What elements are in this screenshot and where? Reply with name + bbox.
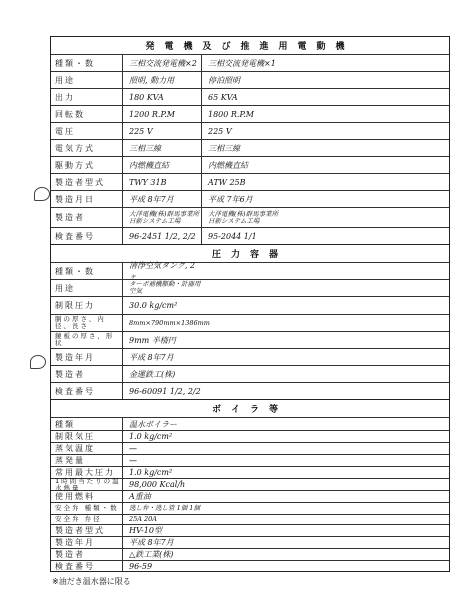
value-col-1: 平成 8年7月	[129, 538, 174, 547]
table-row	[51, 315, 449, 332]
table-row	[51, 208, 449, 228]
equipment-form	[50, 36, 450, 572]
table-row	[51, 561, 449, 572]
value-col-2: 平成 7年6月	[201, 191, 281, 207]
row-label: 製造月日	[51, 191, 123, 207]
table-row	[51, 106, 449, 123]
footnote: ※油だき温水器に限る	[52, 577, 131, 586]
table-row	[51, 383, 449, 400]
value-col-1: —	[129, 456, 137, 465]
row-label: 製造者	[51, 208, 123, 227]
row-label: 製造者型式	[51, 174, 123, 190]
value-col-2: ATW 25B	[201, 174, 281, 190]
value-col-1: 96-60091 1/2, 2/2	[129, 386, 201, 396]
value-col-2: 内燃機直結	[201, 157, 281, 173]
value-col-2: 225 V	[201, 123, 281, 139]
value-col-1: 温水ボイラー	[129, 419, 177, 429]
value-col-1: 96-2451 1/2, 2/2	[129, 231, 196, 241]
table-row	[51, 476, 449, 492]
table-row	[51, 72, 449, 89]
value-col-1: △鉄工業(株)	[129, 550, 174, 559]
value-col-1: 225 V	[129, 126, 153, 136]
value-col-1: 逃し弁・逃し管 1個 1個	[129, 504, 200, 512]
row-label: 駆動方式	[51, 157, 123, 173]
table-row	[51, 280, 449, 297]
row-label: 製造者	[51, 366, 123, 382]
table-row	[51, 537, 449, 549]
table-row	[51, 418, 449, 431]
value-col-1: 金運鉄工(株)	[129, 369, 176, 379]
table-row	[51, 431, 449, 443]
table-row	[51, 525, 449, 537]
value-col-2: 95-2044 1/1	[201, 228, 281, 244]
section-generators-title: 発電機及び推進用電動機	[145, 42, 355, 52]
value-col-1: 1.0 kg/cm²	[129, 432, 173, 441]
table-row	[51, 191, 449, 208]
row-label: 回転数	[51, 106, 123, 122]
row-label: 種類	[51, 418, 123, 430]
row-label: 検査番号	[51, 383, 123, 399]
section-boiler-title: ボイラ等	[211, 405, 288, 415]
row-label: 検査番号	[51, 228, 123, 244]
row-label: 種類・数	[51, 263, 123, 279]
section-pressure-header	[51, 245, 449, 263]
table-row	[51, 332, 449, 349]
table-row	[51, 455, 449, 467]
row-label: 蒸気温度	[51, 443, 123, 454]
table-row	[51, 549, 449, 561]
table-row	[51, 228, 449, 245]
value-col-1: —	[129, 444, 137, 453]
row-label: 蒸発量	[51, 455, 123, 466]
value-col-1: 三相交流発電機×2	[129, 58, 197, 68]
table-row	[51, 443, 449, 455]
section-pressure-title: 圧力容器	[211, 250, 288, 260]
value-col-1: 三相三線	[129, 143, 161, 153]
table-row	[51, 263, 449, 280]
table-row	[51, 297, 449, 315]
table-row	[51, 89, 449, 106]
row-label: 制限圧力	[51, 297, 123, 314]
value-col-1: 30.0 kg/cm²	[129, 301, 178, 310]
value-col-1: 照明, 動力用	[129, 75, 175, 85]
value-col-1: 96-59	[129, 562, 153, 571]
punch-hole-mark	[34, 187, 50, 201]
table-row	[51, 503, 449, 515]
row-label: 用途	[51, 280, 123, 296]
punch-hole-mark	[30, 355, 46, 369]
value-col-1: 大洋電機(株)群馬事業所 日新システム工場	[129, 209, 200, 225]
row-label: 安全弁 種類・数	[51, 503, 123, 514]
table-row	[51, 515, 449, 525]
row-label: 1時間当たりの温水熱量	[51, 479, 123, 490]
value-col-1: 1200 R.P.M	[129, 109, 175, 119]
table-row	[51, 140, 449, 157]
row-label: 鏡板の厚さ、形状	[51, 332, 123, 348]
row-label: 用途	[51, 72, 123, 88]
value-col-1: 9mm 半楕円	[129, 335, 176, 345]
row-label: 種類・数	[51, 55, 123, 71]
row-label: 電圧	[51, 123, 123, 139]
row-label: 使用燃料	[51, 491, 123, 502]
value-col-2: 1800 R.P.M	[201, 106, 281, 122]
section-generators-header	[51, 37, 449, 55]
value-col-2: 停泊照明	[201, 72, 281, 88]
value-col-1: ターボ補機駆動・計器用空気	[129, 280, 201, 295]
value-col-2: 三相三線	[201, 140, 281, 156]
table-row	[51, 366, 449, 383]
row-label: 出力	[51, 89, 123, 105]
row-label: 制限気圧	[51, 431, 123, 442]
value-col-1: 平成 8年7月	[129, 194, 174, 204]
row-label: 常用最大圧力	[51, 467, 123, 478]
table-row	[51, 491, 449, 503]
row-label: 製造年月	[51, 537, 123, 548]
row-label: 製造者型式	[51, 525, 123, 536]
value-col-1: HV-10型	[129, 526, 162, 535]
value-col-1: 清浄空気タンク, 2ヶ	[129, 261, 196, 281]
value-col-2: 大洋電機(株)群馬事業所 日新システム工場	[201, 208, 281, 227]
row-label: 胴の厚さ、内径、長さ	[51, 315, 123, 331]
row-label: 製造年月	[51, 349, 123, 365]
value-col-1: TWY 31B	[129, 177, 167, 187]
value-col-1: 内燃機直結	[129, 160, 169, 170]
value-col-1: 1.0 kg/cm²	[129, 468, 173, 477]
value-col-1: 8mm×790mm×1386mm	[129, 318, 210, 327]
value-col-1: 180 KVA	[129, 92, 164, 102]
value-col-1: 平成 8年7月	[129, 352, 174, 362]
section-boiler-header	[51, 400, 449, 418]
row-label: 電気方式	[51, 140, 123, 156]
table-row	[51, 55, 449, 72]
row-label: 製造者	[51, 549, 123, 560]
value-col-1: 98,000 Kcal/h	[129, 480, 186, 489]
value-col-2: 三相交流発電機×1	[201, 55, 281, 71]
row-label: 検査番号	[51, 561, 123, 572]
table-row	[51, 174, 449, 191]
table-row	[51, 123, 449, 140]
value-col-1: A重油	[129, 492, 151, 501]
row-label: 安全弁 弁径	[51, 515, 123, 524]
table-row	[51, 349, 449, 366]
value-col-2: 65 KVA	[201, 89, 281, 105]
value-col-1: 25A 20A	[129, 515, 157, 523]
table-row	[51, 157, 449, 174]
